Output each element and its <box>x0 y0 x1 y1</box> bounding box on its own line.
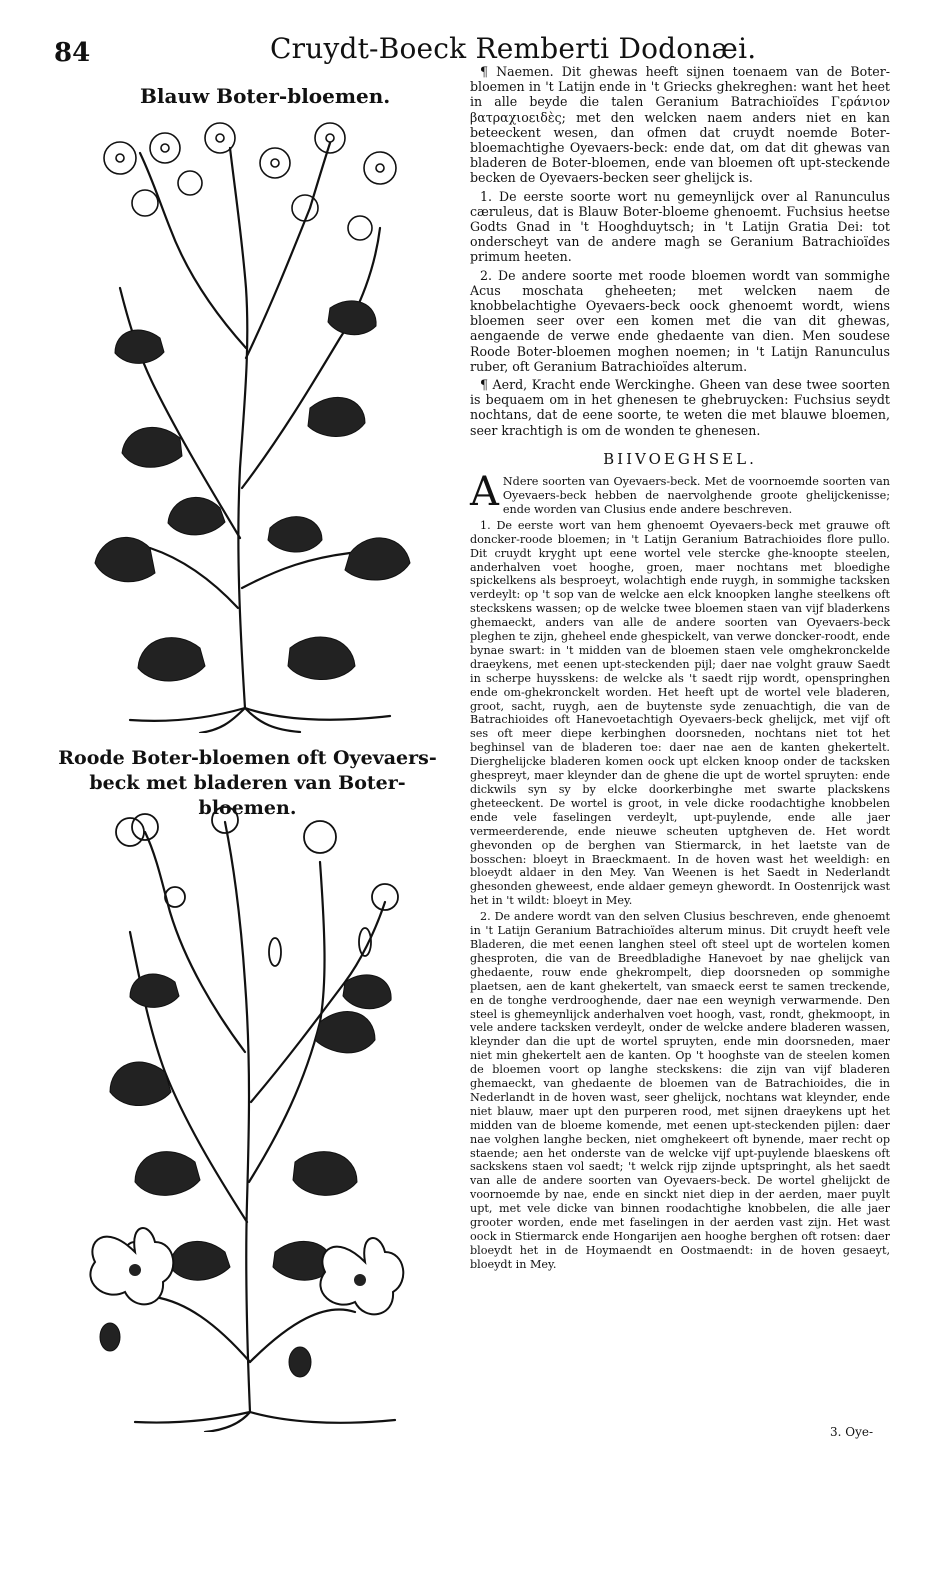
figure-caption-2: Roode Boter-bloemen oft Oyevaers-beck met bladeren van Boter-bloemen. <box>58 747 437 819</box>
woodcut-illustration-blue-buttercup <box>60 108 430 733</box>
woodcut-illustration-red-buttercup <box>75 802 425 1432</box>
catchword: 3. Oye- <box>830 1425 874 1439</box>
figure-caption-1: Blauw Boter-bloemen. <box>140 84 391 108</box>
paragraph-naemen: ¶ Naemen. Dit ghewas heeft sijnen toenaem van de Boter-bloemen in 't Latijn ende in 't Griecks ghekreghen: want het heet in alle beyde die talen Geranium Batrachioïdes Γεράνιον βατραχιοειδὲς; met den welcken naem anders niet en kan beteeckent wesen, dan ofmen dat cruydt noemde Boter-bloemachtighe Oyevaers-beck: ende dat, om dat dit ghewas van bladeren de Boter-bloemen, ende van bloemen oft upt-steckende becken de Oyevaers-becken seer ghelijck is. <box>470 64 890 186</box>
addendum-paragraph-1: 1. De eerste wort van hem ghenoemt Oyevaers-beck met grauwe oft doncker-roode bloemen; in 't Latijn Geranium Batrachioides flore pullo. Dit cruydt kryght upt eene wortel vele stercke ghe-knoopte steelen, anderhalven voet hooghe, groen, maer nochtans met bloedighe spickelkens als besproeyt, wolachtigh ende ruygh, in sommighe tacksken verdeylt: op 't sop van de welcke aen elck knoopken langhe steelkens oft steckskens wassen; op de welcke twee bloemen staen van vijf bladerkens ghemaeckt, anders van alle de andere soorten van Oyevaers-beck pleghen te zijn, gheheel ende ghespickelt, van verwe doncker-roodt, ende bynae swart: in 't midden van de bloemen staen vele omghekronckelde draeykens, met eenen upt-steckenden pijl; daer nae volght grauw Saedt in scherpe huysskens: de welcke als 't saedt rijp wordt, openspringhen ende om-ghekronckelt worden. Het heeft upt de wortel vele bladeren, groot, sacht, ruygh, aen de buytenste syde zenuachtigh, die van de Batrachioides oft Hanevoetachtigh Oyevaers-beck ghelijck, met vijf oft ses oft meer diepe kerbinghen doorsneden, nochtans niet tot het beghinsel van de bladeren toe: daer nae aen de kanten ghekertelt. Dierghelijcke bladeren komen oock upt elcken knoop onder de tacksken ghespreyt, maer kleynder dan de ghene die upt de wortel spruyten: ende dickwils syn sy by elcke doorkerbinghe met swarte plackskens gheteeckent. De wortel is groot, in vele dicke roodachtighe knobbelen ende vele faselingen verdeylt, upt-puylende, ende alle jaer vermeerderende, ende nieuwe scheuten uptgheven de. Het wordt ghevonden op de berghen van Stiermarck, in het laetste van de bosschen: bloeyt in Braeckmaent. In de hoven wast het weeldigh: en bloeydt aldaer in den Mey. Van Weenen is het Saedt in Nederlandt ghesonden gheweest, ende aldaer gemeyn ghewordt. In Oostenrijck wast het in 't wildt: bloeyt in Mey. <box>470 518 890 908</box>
paragraph-aerd-kracht: ¶ Aerd, Kracht ende Werckinghe. Gheen van dese twee soorten is bequaem om in het ghenesen te ghebruycken: Fuchsius seydt nochtans, dat de eene soorte, te weten die met blauwe bloemen, seer krachtigh is om de wonden te ghenesen. <box>470 377 890 438</box>
running-header: Cruydt-Boeck Remberti Dodonæi. <box>270 32 757 65</box>
addendum-paragraph-2: 2. De andere wordt van den selven Clusius beschreven, ende ghenoemt in 't Latijn Geranium Batrachioïdes alterum minus. Dit cruydt heeft vele Bladeren, die met eenen langhen steel oft steel upt de wortelen komen ghesproten, die van de Breedbladighe Hanevoet by nae ghelijck van ghedaente, rouw ende ghekrompelt, diep doorsneden op sommighe plaetsen, aen de kant ghekertelt, van smaeck eerst te samen treckende, en de tonghe verdrooghende, daer nae een weynigh verwarmende. Den steel is ghemeynlijck anderhalven voet hoogh, vast, rondt, ghekmoopt, in vele andere tacksken verdeylt, onder de welcke andere bladeren wassen, kleynder dan die upt de wortel spruyten, ende min doorsneden, maer niet min ghekertelt aen de kanten. Op 't hooghste van de steelen komen de bloemen voort op langhe steckskens: die zijn van vijf bladeren ghemaeckt, van ghedaente de bloemen van de Batrachioides, die in Nederlandt in de hoven wast, seer ghelijck, nochtans wat kleynder, ende niet blauw, maer upt den purperen rood, met sijnen draeykens upt het midden van de bloeme komende, met eenen upt-steckenden pijlen: daer nae volghen langhe becken, niet omghekeert oft bynende, maer recht op staende; aen het onderste van de welcke vijf upt-puylende blaeskens oft sackskens staen vol saedt; 't welck rijp zijnde uptspringht, als het saedt van alle de andere soorten van Oyevaers-beck. De wortel ghelijckt de voornoemde by nae, ende en sinckt niet diep in der aerden, maer puylt upt, met vele dicke van binnen roodachtighe knobbelen, die alle jaer grooter worden, ende met faselingen in der aerden vast zijn. Het wast oock in Stiermarck ende Hongarijen aen hooghe berghen oft rotsen: daer bloeydt het in de Hoymaendt en Oostmaendt: in de hoven gesaeyt, bloeydt in Mey. <box>470 910 890 1271</box>
addendum-title: BIIVOEGHSEL. <box>603 449 757 468</box>
drop-cap: A <box>470 469 499 516</box>
paragraph-first-kind: 1. De eerste soorte wort nu gemeynlijck over al Ranunculus cæruleus, dat is Blauw Boter-bloeme ghenoemt. Fuchsius heetse Godts Gnad in 't Hooghduytsch; in 't Latijn Gratia Dei: tot onderscheyt van de andere magh se Geranium Batrachioïdes primum heeten. <box>470 188 890 265</box>
paragraph-second-kind: 2. De andere soorte met roode bloemen wordt van sommighe Acus moschata gheheeten; met welcken naem de knobbelachtighe Oyevaers-beck oock ghenoemt wordt, wiens bloemen seer over een komen met die van dit ghewas, aengaende de verwe ende ghedaente van dien. Men soudese Roode Boter-bloemen moghen noemen; in 't Latijn Ranunculus ruber, oft Geranium Batrachioïdes alterum. <box>470 267 890 374</box>
page-number: 84 <box>54 38 91 68</box>
text-column <box>470 64 890 1274</box>
addendum-intro-text: Ndere soorten van Oyevaers-beck. Met de voornoemde soorten van Oyevaers-beck hebben de naervolghende groote ghelijckenisse; ende worden van Clusius ende andere beschreven. <box>502 475 890 516</box>
addendum <box>470 469 890 1272</box>
addendum-intro <box>470 469 890 517</box>
